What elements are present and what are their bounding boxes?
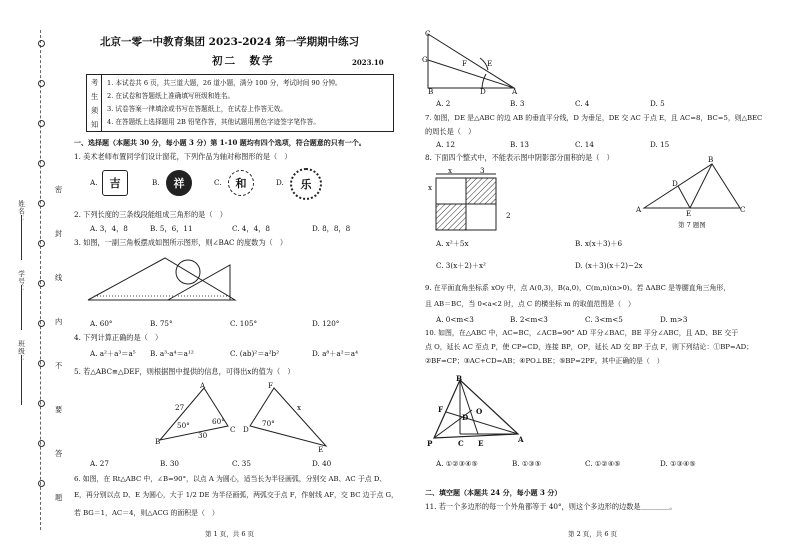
q8-option-a: A. x²＋5x bbox=[436, 239, 469, 248]
q5-label: D bbox=[243, 425, 249, 434]
q3-option-d: D. 120° bbox=[312, 319, 340, 328]
q5-option-d: D. 40 bbox=[312, 459, 332, 468]
triangle-rulers-figure bbox=[80, 250, 240, 310]
q2-option-d: D. 8，8，8 bbox=[312, 224, 351, 233]
q9-option-c: C. 3<m<5 bbox=[585, 315, 623, 324]
q9-option-a: A. 0<m<3 bbox=[436, 315, 474, 324]
notice-label-char: 生 bbox=[91, 92, 99, 101]
question-3: 3. 如图，一副三角板摆成如图所示图形，则∠BAC 的度数为（ ） bbox=[74, 238, 288, 247]
fig7-label: C bbox=[740, 205, 746, 214]
question-7-line2: 的周长是（ ） bbox=[425, 127, 476, 136]
q5-option-b: B. 30 bbox=[160, 459, 179, 468]
notice-label-char: 须 bbox=[91, 106, 99, 115]
q5-label: E bbox=[318, 445, 324, 454]
notice-label-char: 考 bbox=[91, 78, 99, 87]
fig10-label: D bbox=[462, 413, 469, 422]
exam-title: 北京一零一中教育集团 2023-2024 第一学期期中练习 bbox=[100, 36, 360, 48]
q5-label: 50° bbox=[177, 421, 190, 430]
binding-hole bbox=[38, 80, 45, 87]
fig7-label: A bbox=[636, 205, 642, 214]
q4-option-d: D. a⁸＋a²＝a⁴ bbox=[312, 349, 358, 358]
question-6-line1: 6. 如图，在 Rt△ABC 中，∠B=90°，以点 A 为圆心，适当长为半径画弧，分别交 AB、AC 于点 D、 bbox=[74, 475, 387, 483]
question-9-line1: 9. 在平面直角坐标系 xOy 中，点 A(0,3)，B(a,0)，C(m,n)(n>0)。若 ΔABC 是等腰直角三角形， bbox=[425, 284, 731, 292]
seal-char: 封 bbox=[55, 229, 63, 238]
fig6-label: E bbox=[487, 59, 493, 68]
fig10-label: B bbox=[456, 374, 463, 383]
q8-option-c: C. 3(x＋2)＋x² bbox=[436, 261, 486, 270]
fig10-label: P bbox=[427, 439, 433, 448]
q5-label: 70° bbox=[262, 419, 275, 428]
q2-option-a: A. 3，4，8 bbox=[90, 224, 128, 233]
q5-option-a: A. 27 bbox=[90, 459, 109, 468]
q4-option-a: A. a²＋a³＝a⁵ bbox=[90, 349, 136, 358]
page-number-left: 第 1 页，共 6 页 bbox=[205, 530, 255, 538]
binding-hole bbox=[38, 240, 45, 247]
binding-hole bbox=[38, 440, 45, 447]
notice-box bbox=[86, 74, 394, 132]
window-flower-le-icon: 乐 bbox=[290, 168, 322, 200]
q10-option-a: A. ①②③④⑤ bbox=[436, 459, 478, 468]
binding-hole bbox=[38, 40, 45, 47]
q5-label: 60° bbox=[212, 417, 225, 426]
q1-option-label: B. bbox=[152, 178, 160, 187]
q5-option-c: C. 35 bbox=[232, 459, 251, 468]
window-flower-he-icon: 和 bbox=[228, 170, 254, 196]
notice-line: 2. 在试卷和答题纸上准确填写班级和姓名。 bbox=[107, 92, 235, 100]
fig8-label: 2 bbox=[506, 211, 511, 220]
fig10-label: F bbox=[438, 405, 444, 414]
q7-option-d: D. 15 bbox=[650, 140, 670, 149]
fig6-label: F bbox=[462, 59, 467, 68]
question-10-line1: 10. 如图，在△ABC 中，AC=BC，∠ACB=90° AD 平分∠BAC，BE 平分∠ABC，且 AD、BE 交于 bbox=[425, 329, 739, 337]
q1-option-label: D. bbox=[276, 178, 284, 187]
q5-label: 30 bbox=[198, 431, 208, 440]
q9-option-d: D. m>3 bbox=[660, 315, 688, 324]
fig10-label: E bbox=[478, 439, 484, 448]
fig7-label: D bbox=[672, 179, 678, 188]
name-field-line bbox=[21, 215, 22, 260]
fig6-label: B bbox=[428, 87, 434, 96]
q6-option-d: D. 5 bbox=[650, 99, 665, 108]
id-field-label: 学号： bbox=[16, 270, 25, 293]
name-field-label: 姓名： bbox=[16, 200, 25, 223]
fig8-label: x bbox=[428, 183, 433, 192]
fig7-label: B bbox=[708, 155, 714, 164]
q7-figure bbox=[638, 155, 748, 216]
q9-option-b: B. 2<m<3 bbox=[510, 315, 548, 324]
q5-label: F bbox=[268, 381, 273, 390]
class-field-label: 班级： bbox=[16, 340, 25, 363]
q10-option-b: B. ①③⑤ bbox=[512, 459, 542, 468]
question-2: 2. 下列长度的三条线段能组成三角形的是（ ） bbox=[74, 210, 227, 219]
question-10-line3: ②BF=CP；③AC+CD=AB；④PO⊥BE；⑤BP=2PF。其中正确的是（ ） bbox=[425, 357, 664, 365]
q5-label: C bbox=[230, 425, 236, 434]
q3-option-c: C. 105° bbox=[230, 319, 258, 328]
question-11: 11. 若一个多边形的每一个外角都等于 40°，则这个多边形的边数是＿＿＿＿。 bbox=[425, 502, 677, 511]
fig8-label: x bbox=[448, 166, 453, 175]
page-number-right: 第 2 页，共 6 页 bbox=[568, 530, 618, 538]
fig10-label: A bbox=[518, 435, 524, 444]
q6-figure bbox=[422, 30, 522, 96]
fig7-label: E bbox=[686, 209, 692, 218]
seal-char: 密 bbox=[55, 185, 63, 194]
q10-option-d: D. ①③④⑤ bbox=[660, 459, 696, 468]
q4-option-c: C. (ab)²＝a²b² bbox=[230, 349, 280, 358]
q8-option-d: D. (x＋3)(x＋2)−2x bbox=[575, 261, 643, 270]
class-field-line bbox=[21, 355, 22, 405]
seal-char: 线 bbox=[55, 273, 63, 282]
q5-label: x bbox=[297, 403, 302, 412]
exam-subject: 初二 数学 bbox=[212, 55, 275, 67]
section1-heading: 一、选择题（本题共 30 分，每小题 3 分）第 1-10 题均有四个选项，符合题意的只有一个。 bbox=[74, 138, 366, 147]
fig8-label: 3 bbox=[480, 166, 485, 175]
fig6-label: C bbox=[425, 29, 431, 38]
question-9-line2: 且 AB＝BC，当 0<a<2 时，点 C 的横坐标 m 的取值范围是（ ） bbox=[425, 300, 635, 308]
q2-option-b: B. 5，6，11 bbox=[150, 224, 193, 233]
binding-hole bbox=[38, 320, 45, 327]
notice-line: 4. 在答题纸上选择题用 2B 铅笔作答，其他试题用黑色字迹签字笔作答。 bbox=[107, 118, 320, 126]
question-8: 8. 下面四个整式中，不能表示图中阴影部分面积的是（ ） bbox=[425, 153, 614, 162]
question-6-line2: E，再分别以点 D、E 为圆心，大于 1/2 DE 为半径画弧，两弧交于点 F，作射线 AF，交 BC 边于点 G， bbox=[74, 491, 398, 499]
q2-option-c: C. 4，4，8 bbox=[232, 224, 270, 233]
q1-option-label: A. bbox=[90, 178, 98, 187]
q3-option-b: B. 75° bbox=[150, 319, 173, 328]
binding-hole bbox=[38, 480, 45, 487]
q4-option-b: B. a³·a⁴＝a¹² bbox=[150, 349, 194, 358]
question-1: 1. 美术老师布置同学们设计窗花，下列作品为轴对称图形的是（ ） bbox=[74, 152, 292, 161]
q7-option-b: B. 13 bbox=[510, 140, 529, 149]
seal-char: 答 bbox=[55, 449, 63, 458]
q7-option-a: A. 12 bbox=[436, 140, 455, 149]
window-flower-ji-icon: 吉 bbox=[102, 170, 128, 196]
question-5: 5. 若△ABC≌△DEF，则根据图中提供的信息，可得出x的值为（ ） bbox=[74, 367, 295, 376]
q6-option-a: A. 2 bbox=[436, 99, 451, 108]
section2-heading: 二、填空题（本题共 24 分，每小题 3 分） bbox=[425, 488, 562, 497]
id-field-line bbox=[21, 285, 22, 330]
binding-hole bbox=[38, 120, 45, 127]
question-7-line1: 7. 如图，DE 是△ABC 的边 AB 的垂直平分线，D 为垂足，DE 交 AC 于点 E，且 AC=8，BC=5，则△BEC bbox=[425, 114, 763, 122]
fig6-label: G bbox=[422, 55, 428, 64]
q5-label: 27 bbox=[175, 403, 185, 412]
q8-area-figure bbox=[428, 170, 504, 234]
notice-label bbox=[87, 75, 102, 131]
congruent-triangles-figure bbox=[150, 378, 340, 454]
q3-option-a: A. 60° bbox=[90, 319, 113, 328]
q5-label: B bbox=[155, 437, 161, 446]
binding-hole bbox=[38, 360, 45, 367]
notice-line: 3. 试卷答案一律填涂或书写在答题纸上，在试卷上作答无效。 bbox=[107, 105, 287, 113]
q7-option-c: C. 14 bbox=[575, 140, 594, 149]
fig6-label: A bbox=[512, 87, 518, 96]
fig10-label: C bbox=[458, 439, 464, 448]
fig7-caption: 第 7 题图 bbox=[678, 221, 706, 229]
binding-hole bbox=[38, 160, 45, 167]
binding-hole bbox=[38, 280, 45, 287]
binding-hole bbox=[38, 200, 45, 207]
window-flower-xiang-icon: 祥 bbox=[166, 170, 192, 196]
seal-char: 要 bbox=[55, 405, 63, 414]
question-4: 4. 下列计算正确的是（ ） bbox=[74, 333, 163, 342]
notice-label-char: 知 bbox=[91, 120, 99, 129]
q5-label: A bbox=[200, 381, 206, 390]
q8-option-b: B. x(x＋3)＋6 bbox=[575, 239, 623, 248]
binding-hole bbox=[38, 400, 45, 407]
question-6-line3: 若 BG＝1，AC＝4，则△ACG 的面积是（ ） bbox=[74, 509, 219, 517]
fig10-label: O bbox=[476, 407, 483, 416]
seal-char: 题 bbox=[55, 493, 63, 502]
question-10-line2: 点 O，延长 AC 至点 P，使 CP=CD，连接 BP，OP，延长 AD 交 BP 于点 F，则下列结论：①BP=AD； bbox=[425, 343, 754, 351]
fig6-label: D bbox=[480, 87, 486, 96]
q1-option-label: C. bbox=[214, 178, 222, 187]
q6-option-b: B. 3 bbox=[510, 99, 525, 108]
q6-option-c: C. 4 bbox=[575, 99, 590, 108]
seal-char: 内 bbox=[55, 317, 63, 326]
notice-line: 1. 本试卷共 6 页，共三道大题，26 道小题，满分 100 分，考试时间 90 分钟。 bbox=[107, 79, 342, 87]
seal-char: 不 bbox=[55, 361, 63, 370]
exam-date: 2023.10 bbox=[352, 58, 384, 67]
q10-option-c: C. ①②④⑤ bbox=[585, 459, 621, 468]
